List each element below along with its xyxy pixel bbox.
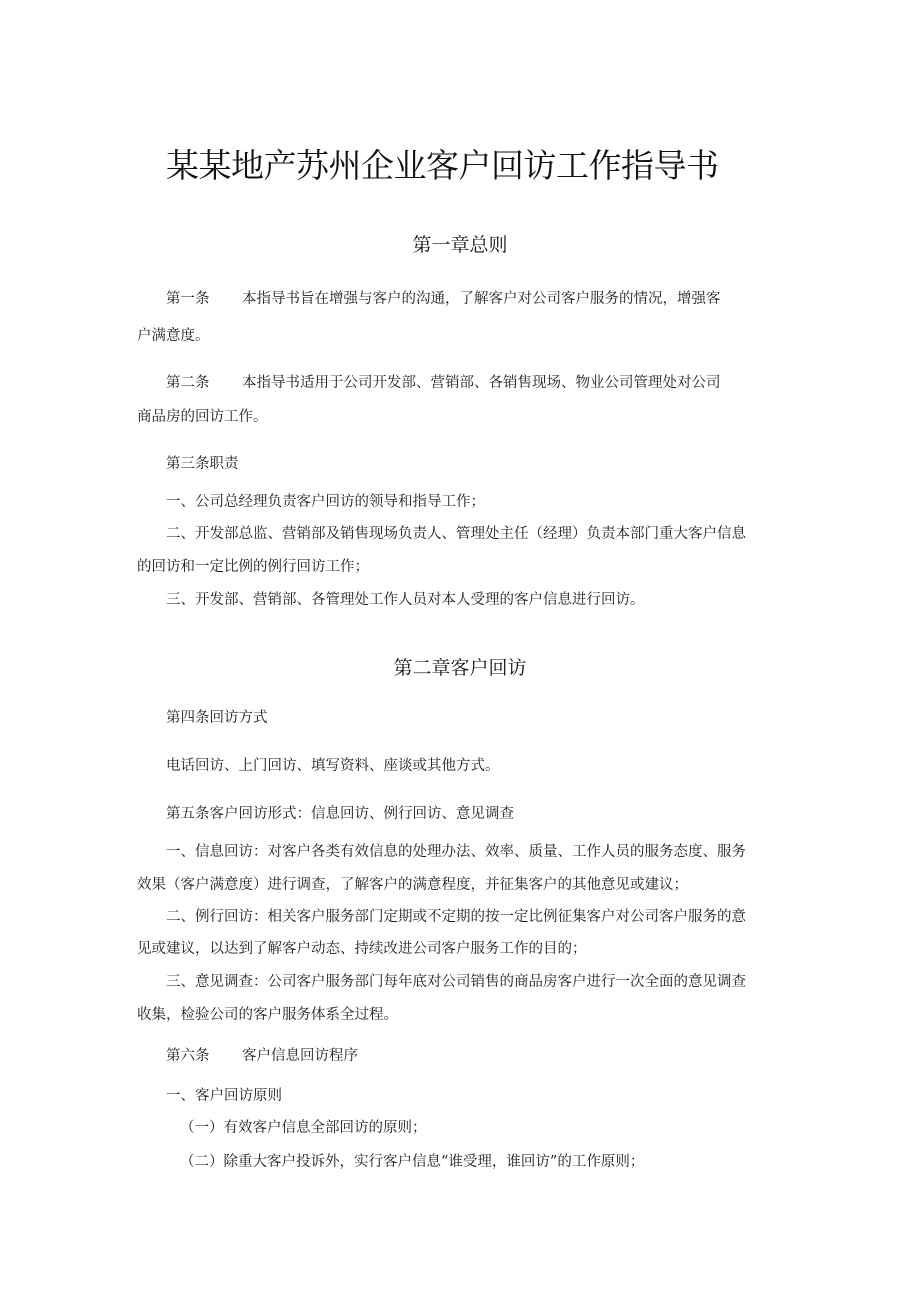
article-5-item-3-line-1: 三、意见调查：公司客户服务部门每年底对公司销售的商品房客户进行一次全面的意见调查 [166,974,746,990]
article-2-line-2: 商品房的回访工作。 [137,409,268,425]
article-5-item-1-line-1: 一、信息回访：对客户各类有效信息的处理办法、效率、质量、工作人员的服务态度、服务 [166,844,746,860]
article-2-label: 第二条 [166,375,210,391]
article-3-item-2-line-1: 二、开发部总监、营销部及销售现场负责人、管理处主任（经理）负责本部门重大客户信息 [166,526,746,542]
article-2-text-1: 本指导书适用于公司开发部、营销部、各销售现场、物业公司管理处对公司 [242,375,721,391]
article-1-text-1: 本指导书旨在增强与客户的沟通，了解客户对公司客户服务的情况，增强客 [242,291,721,307]
article-5-heading: 第五条客户回访形式：信息回访、例行回访、意见调查 [166,806,514,822]
article-1-label: 第一条 [166,291,210,307]
article-4-heading: 第四条回访方式 [166,710,268,726]
article-6-sub-1-item-2: （二）除重大客户投诉外，实行客户信息“谁受理，谁回访”的工作原则； [180,1154,645,1170]
article-6-label: 第六条 [166,1048,210,1064]
article-5-item-3-line-2: 收集，检验公司的客户服务体系全过程。 [137,1007,398,1023]
article-4-body: 电话回访、上门回访、填写资料、座谈或其他方式。 [166,758,500,774]
chapter-1-heading: 第一章总则 [412,234,508,256]
article-6-title: 客户信息回访程序 [242,1048,358,1064]
article-5-item-2-line-1: 二、例行回访：相关客户服务部门定期或不定期的按一定比例征集客户对公司客户服务的意 [166,909,746,925]
article-2-line-1 [166,373,721,393]
article-6-sub-1-item-1: （一）有效客户信息全部回访的原则； [180,1120,427,1136]
article-3-heading: 第三条职责 [166,456,239,472]
article-1-line-2: 户满意度。 [137,328,210,344]
article-5-item-1-line-2: 效果（客户满意度）进行调查，了解客户的满意程度，并征集客户的其他意见或建议； [137,877,688,893]
chapter-2-heading: 第二章客户回访 [393,657,527,679]
article-1-line-1 [166,289,721,309]
article-3-item-2-line-2: 的回访和一定比例的例行回访工作； [137,559,369,575]
article-6-sub-1-heading: 一、客户回访原则 [166,1088,282,1104]
article-3-item-1: 一、公司总经理负责客户回访的领导和指导工作； [166,494,485,510]
article-3-item-3: 三、开发部、营销部、各管理处工作人员对本人受理的客户信息进行回访。 [166,592,645,608]
article-5-item-2-line-2: 见或建议，以达到了解客户动态、持续改进公司客户服务工作的目的； [137,941,587,957]
document-title: 某某地产苏州企业客户回访工作指导书 [166,146,719,185]
article-6-heading [166,1046,358,1066]
